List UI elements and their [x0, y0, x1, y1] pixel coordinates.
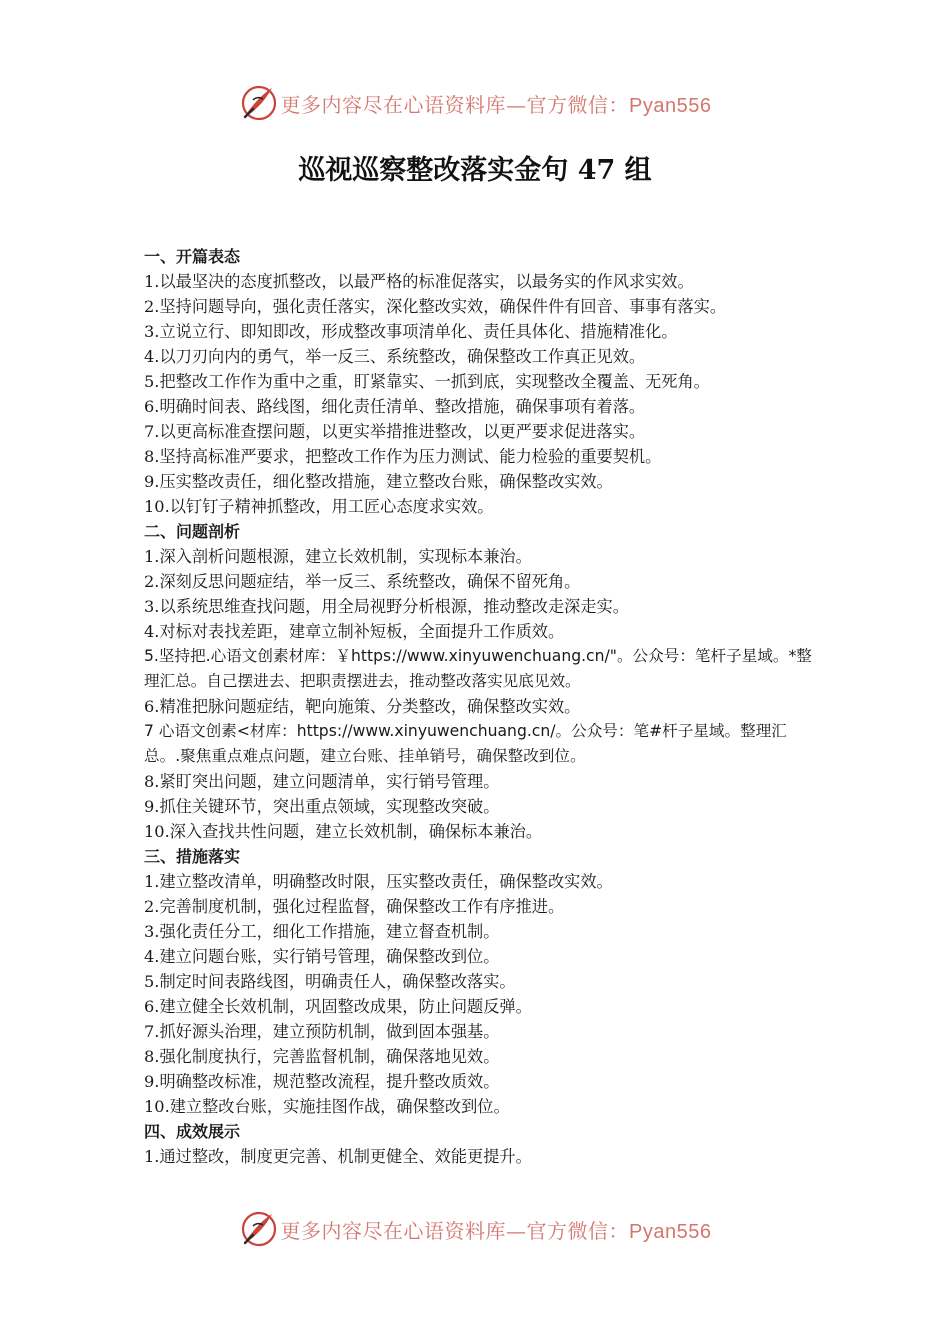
document-title: 巡视巡察整改落实金句 47 组 — [298, 155, 652, 186]
section-heading: 四、成效展示 — [144, 1122, 241, 1141]
banner-text — [281, 1215, 712, 1244]
document-body — [144, 244, 816, 1169]
quill-logo-icon — [239, 1209, 279, 1249]
list-item: 8.紧盯突出问题，建立问题清单，实行销号管理。 — [144, 772, 500, 791]
list-item: 10.建立整改台账，实施挂图作战，确保整改到位。 — [144, 1097, 510, 1116]
list-item: 8.坚持高标准严要求，把整改工作作为压力测试、能力检验的重要契机。 — [144, 447, 662, 466]
quill-logo-icon — [239, 83, 279, 123]
list-item: 1.以最坚决的态度抓整改，以最严格的标准促落实，以最务实的作风求实效。 — [144, 272, 694, 291]
list-item: 2.深刻反思问题症结，举一反三、系统整改，确保不留死角。 — [144, 572, 581, 591]
list-item: 5.把整改工作作为重中之重，盯紧靠实、一抓到底，实现整改全覆盖、无死角。 — [144, 372, 710, 391]
list-item: 8.强化制度执行，完善监督机制，确保落地见效。 — [144, 1047, 500, 1066]
list-item: 2.完善制度机制，强化过程监督，确保整改工作有序推进。 — [144, 897, 565, 916]
header-banner — [0, 83, 950, 123]
banner-wechat-id: Pyan556 — [629, 1220, 712, 1243]
section-heading: 一、开篇表态 — [144, 247, 241, 266]
list-item: 1.建立整改清单，明确整改时限，压实整改责任，确保整改实效。 — [144, 872, 613, 891]
list-item: 4.建立问题台账，实行销号管理，确保整改到位。 — [144, 947, 500, 966]
section-heading: 三、措施落实 — [144, 847, 241, 866]
list-item: 1.通过整改，制度更完善、机制更健全、效能更提升。 — [144, 1147, 532, 1166]
list-item: 9.明确整改标准，规范整改流程，提升整改质效。 — [144, 1072, 500, 1091]
banner-text — [281, 89, 712, 118]
list-item: 7 心语文创素<材库：https://www.xinyuwenchuang.cn/。公众号：笔#杆子星域。整理汇总。.聚焦重点难点问题，建立台账、挂单销号，确保整改到位。 — [144, 722, 787, 765]
list-item: 7.抓好源头治理，建立预防机制，做到固本强基。 — [144, 1022, 500, 1041]
list-item: 9.抓住关键环节，突出重点领域，实现整改突破。 — [144, 797, 500, 816]
footer-banner — [0, 1209, 950, 1249]
list-item: 6.精准把脉问题症结，靶向施策、分类整改，确保整改实效。 — [144, 697, 581, 716]
banner-wechat-id: Pyan556 — [629, 94, 712, 117]
list-item: 3.以系统思维查找问题，用全局视野分析根源，推动整改走深走实。 — [144, 597, 629, 616]
list-item: 5.制定时间表路线图，明确责任人，确保整改落实。 — [144, 972, 516, 991]
list-item: 3.强化责任分工，细化工作措施，建立督查机制。 — [144, 922, 500, 941]
list-item: 5.坚持把.心语文创素材库：￥https://www.xinyuwenchuang.cn/"。公众号：笔杆子星域。*整理汇总。自己摆进去、把职责摆进去，推动整改落实见底见效。 — [144, 647, 812, 690]
list-item: 6.明确时间表、路线图，细化责任清单、整改措施，确保事项有着落。 — [144, 397, 646, 416]
list-item: 4.对标对表找差距，建章立制补短板，全面提升工作质效。 — [144, 622, 565, 641]
list-item: 4.以刀刃向内的勇气，举一反三、系统整改，确保整改工作真正见效。 — [144, 347, 646, 366]
list-item: 9.压实整改责任，细化整改措施，建立整改台账，确保整改实效。 — [144, 472, 613, 491]
list-item: 1.深入剖析问题根源，建立长效机制，实现标本兼治。 — [144, 547, 532, 566]
list-item: 2.坚持问题导向，强化责任落实，深化整改实效，确保件件有回音、事事有落实。 — [144, 297, 727, 316]
list-item: 10.以钉钉子精神抓整改，用工匠心态度求实效。 — [144, 497, 494, 516]
list-item: 7.以更高标准查摆问题，以更实举措推进整改，以更严要求促进落实。 — [144, 422, 646, 441]
list-item: 6.建立健全长效机制，巩固整改成果，防止问题反弹。 — [144, 997, 532, 1016]
banner-main-text: 更多内容尽在心语资料库—官方微信： — [280, 1218, 630, 1243]
section-heading: 二、问题剖析 — [144, 522, 241, 541]
list-item: 3.立说立行、即知即改，形成整改事项清单化、责任具体化、措施精准化。 — [144, 322, 678, 341]
banner-main-text: 更多内容尽在心语资料库—官方微信： — [280, 92, 630, 117]
list-item: 10.深入查找共性问题，建立长效机制，确保标本兼治。 — [144, 822, 543, 841]
